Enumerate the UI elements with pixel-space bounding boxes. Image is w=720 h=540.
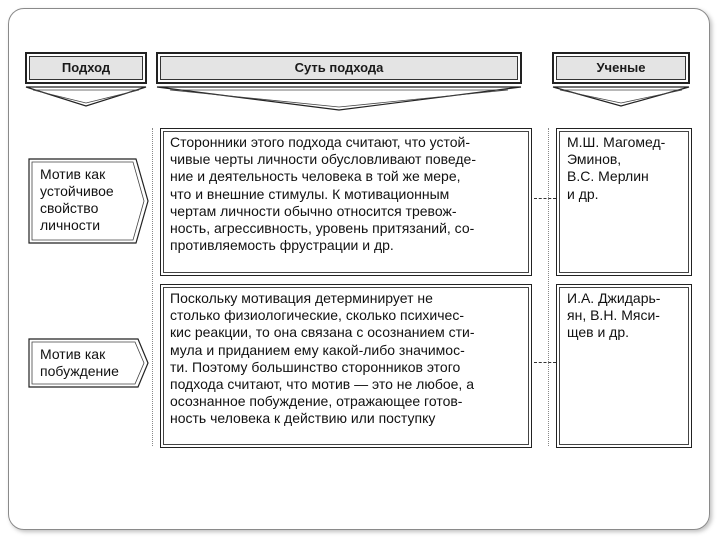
approach-label-2: Мотив как побуждение xyxy=(40,346,119,379)
connector-1 xyxy=(534,198,556,199)
scientists-text-1: М.Ш. Магомед- Эминов, В.С. Мерлин и др. xyxy=(567,134,666,202)
scientists-text-2: И.А. Джидарь- ян, В.Н. Мяси- щев и др. xyxy=(567,290,661,341)
header-essence: Суть подхода xyxy=(156,52,522,84)
header-approach-arrow xyxy=(25,86,147,108)
essence-text-1: Сторонники этого подхода считают, что устой- чивые черты личности обусловливают поведе- ние и деятельность человека в той же мере, что и внешние стимулы. К мотивационным чертам личности обычно относится тревож- ность, агрессивность, уровень притязаний, со- противляемость фрустрации и др. xyxy=(170,134,476,254)
connector-2 xyxy=(534,362,556,363)
header-scientists: Ученые xyxy=(552,52,690,84)
guide-line-right xyxy=(548,128,549,446)
approach-label-1: Мотив как устойчивое свойство личности xyxy=(40,166,114,233)
header-scientists-arrow xyxy=(552,86,690,108)
header-approach: Подход xyxy=(25,52,147,84)
header-essence-arrow xyxy=(156,86,522,112)
essence-text-2: Поскольку мотивация детерминирует не столько физиологические, сколько психичес- кис реакции, то она связана с осознанием сти- мула и приданием ему какой-либо значимос- ти. Поэтому большинство сторонников этого подхода считают, что мотив — это не любое, а осознанное побуждение, отражающее готов- ность человека к действию или поступку xyxy=(170,290,475,427)
guide-line-left xyxy=(152,128,153,446)
